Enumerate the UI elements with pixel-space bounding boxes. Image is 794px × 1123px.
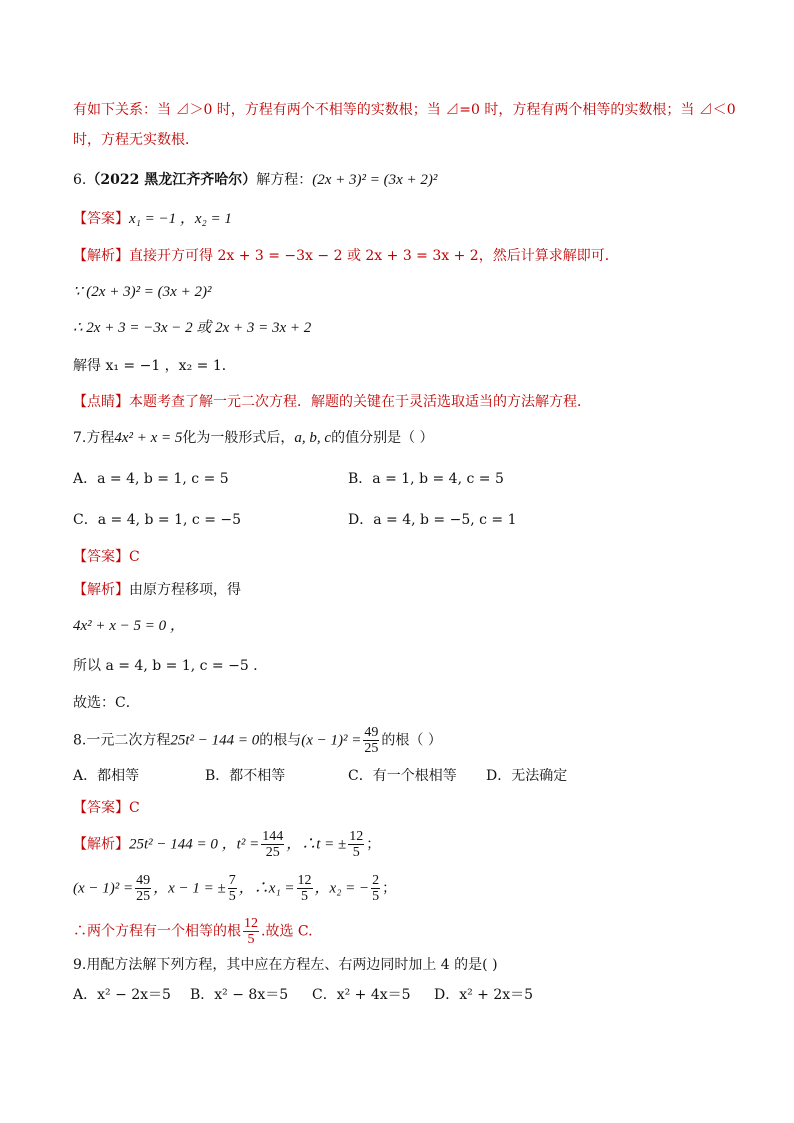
q7-step-2: 所以 a = 4, b = 1, c = −5 ． xyxy=(73,658,268,674)
q7-stem-a: 7.方程 xyxy=(73,430,115,446)
q8-b5: ； xyxy=(382,880,397,897)
question-7 xyxy=(73,428,434,448)
q7-option-a: A．a = 4, b = 1, c = 5 xyxy=(73,471,229,487)
q8-a3: ，∴t = ± xyxy=(286,836,347,853)
q7-answer xyxy=(73,547,140,567)
q7-answer-tag: 【答案】 xyxy=(73,549,129,565)
q8-b3: ，∴x₁ = xyxy=(238,880,295,897)
q8-answer-tag: 【答案】 xyxy=(73,800,129,816)
q6-answer-tag: 【答案】 xyxy=(73,211,129,227)
q8-a4: ； xyxy=(366,836,381,853)
q9-option-d: D．x² + 2x＝5 xyxy=(434,987,534,1003)
question-8 xyxy=(73,725,442,756)
q8-answer xyxy=(73,798,140,818)
q8-a3-fraction: $\frac{12}{5}$ xyxy=(349,829,364,860)
q8-a1: 25t² − 144 = 0 ， xyxy=(129,836,237,853)
q8-b1-fraction: $\frac{49}{25}$ xyxy=(136,873,151,904)
q8-stem-b: 的根与 xyxy=(259,732,302,749)
q7-option-b: B．a = 1, b = 4, c = 5 xyxy=(348,471,504,487)
q8-c1: ∴两个方程有一个相等的根 xyxy=(73,923,241,940)
q6-equation: (2x + 3)² = (3x + 2)² xyxy=(312,172,438,188)
q9-option-a: A．x² − 2x＝5 xyxy=(73,987,171,1003)
q8-analysis-line-1 xyxy=(73,829,380,860)
relation-line-2: 时，方程无实数根． xyxy=(73,132,199,148)
q8-option-c: C．有一个根相等 xyxy=(348,768,457,784)
q8-option-b: B．都不相等 xyxy=(205,768,286,784)
q6-step-1: ∵ (2x + 3)² = (3x + 2)² xyxy=(73,284,212,300)
question-9: 9.用配方法解下列方程，其中应在方程左、右两边同时加上 4 的是( ) xyxy=(73,957,498,973)
q8-b3-fraction: $\frac{12}{5}$ xyxy=(297,873,312,904)
q6-step-3: 解得 x₁ = −1 ，x₂ = 1． xyxy=(73,358,236,374)
q8-a2: t² = xyxy=(236,836,260,853)
q6-analysis xyxy=(73,246,619,266)
q8-equation-2: (x − 1)² = xyxy=(301,732,362,749)
question-6 xyxy=(73,170,437,190)
q7-answer-value: C xyxy=(129,549,140,565)
q7-option-c: C．a = 4, b = 1, c = −5 xyxy=(73,512,242,528)
q8-fraction: $\frac{49}{25}$ xyxy=(364,725,379,756)
q7-step-3: 故选：C． xyxy=(73,695,140,711)
q7-step-1: 4x² + x − 5 = 0 ， xyxy=(73,618,185,634)
q8-a2-fraction: $\frac{144}{25}$ xyxy=(262,829,284,860)
q8-b4: ，x₂ = − xyxy=(314,880,370,897)
q6-number: 6. xyxy=(73,172,87,188)
q7-equation: 4x² + x = 5 xyxy=(114,430,183,446)
q8-b2-fraction: $\frac{7}{5}$ xyxy=(228,873,236,904)
q6-comment xyxy=(73,392,591,412)
q8-analysis-tag: 【解析】 xyxy=(73,836,129,853)
q8-conclusion xyxy=(73,916,313,947)
q8-c2: .故选 C. xyxy=(261,923,313,940)
q6-answer-value: x₁ = −1 ，x₂ = 1 xyxy=(129,211,232,227)
q8-b4-fraction: $\frac{2}{5}$ xyxy=(372,873,380,904)
q6-answer xyxy=(73,209,232,229)
q6-comment-text: 本题考查了解一元二次方程．解题的关键在于灵活选取适当的方法解方程． xyxy=(129,394,591,410)
q8-stem-c: 的根（ ） xyxy=(381,732,442,749)
q8-equation-1: 25t² − 144 = 0 xyxy=(170,732,260,749)
q8-answer-value: C xyxy=(129,800,140,816)
q7-stem-b: 化为一般形式后， xyxy=(182,430,295,446)
q8-b1: (x − 1)² = xyxy=(73,880,134,897)
q6-analysis-tag: 【解析】 xyxy=(73,248,129,264)
q9-option-c: C．x² + 4x＝5 xyxy=(312,987,411,1003)
q6-source: （2022 黑龙江齐齐哈尔） xyxy=(86,172,257,188)
q6-comment-tag: 【点睛】 xyxy=(73,394,129,410)
q7-option-d: D．a = 4, b = −5, c = 1 xyxy=(348,512,517,528)
q7-analysis xyxy=(73,580,241,600)
q8-c-fraction: $\frac{12}{5}$ xyxy=(244,916,258,947)
q6-stem: 解方程： xyxy=(256,172,313,188)
relation-line-1: 有如下关系：当 ⊿＞0 时，方程有两个不相等的实数根；当 ⊿=0 时，方程有两个相等的实数根；当 ⊿＜0 xyxy=(73,102,736,118)
q9-option-b: B．x² − 8x＝5 xyxy=(190,987,289,1003)
q6-analysis-text: 直接开方可得 2x + 3 = −3x − 2 或 2x + 3 = 3x + 2，然后计算求解即可． xyxy=(129,248,619,264)
q7-analysis-tag: 【解析】 xyxy=(73,582,129,598)
q7-analysis-text: 由原方程移项，得 xyxy=(129,582,241,598)
q8-stem-a: 8.一元二次方程 xyxy=(73,732,171,749)
q7-vars: a, b, c xyxy=(294,430,332,446)
q8-option-d: D．无法确定 xyxy=(486,768,568,784)
q6-step-2: ∴ 2x + 3 = −3x − 2 或 2x + 3 = 3x + 2 xyxy=(73,320,312,336)
q8-option-a: A．都相等 xyxy=(73,768,140,784)
q8-analysis-line-2 xyxy=(73,873,396,904)
q8-b2: ，x − 1 = ± xyxy=(153,880,226,897)
q7-stem-c: 的值分别是（ ） xyxy=(331,430,434,446)
